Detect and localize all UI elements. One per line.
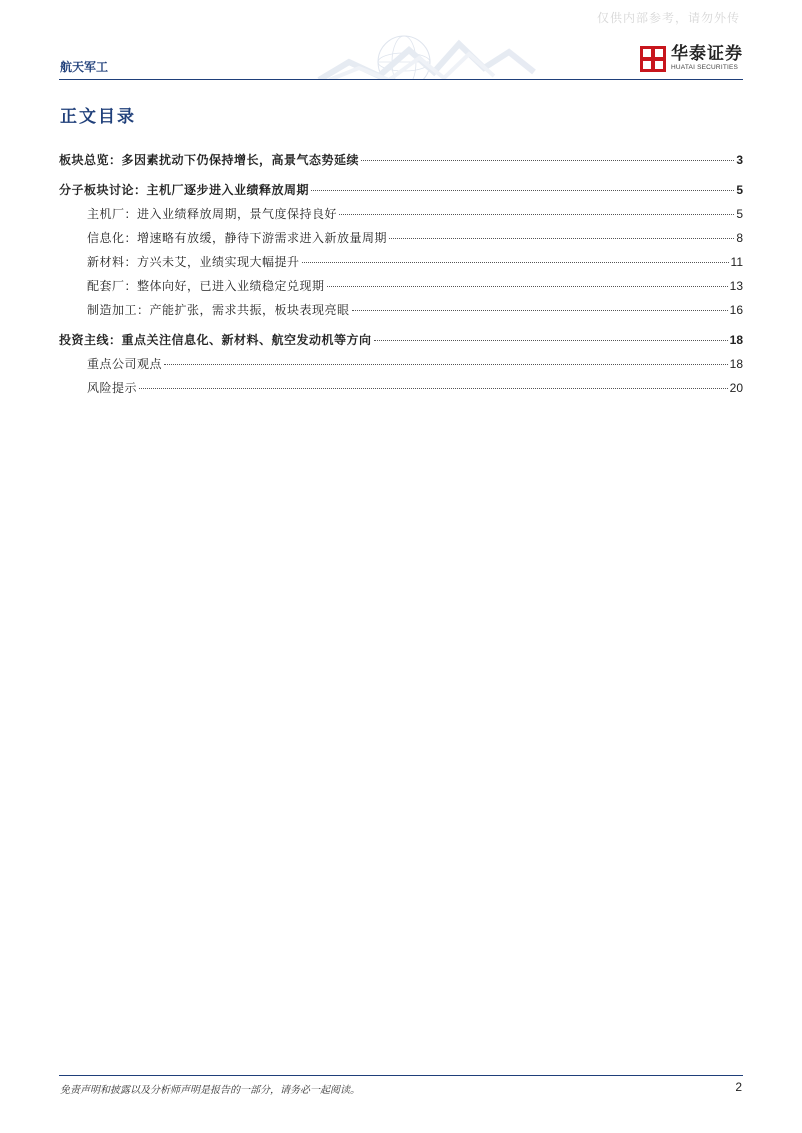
toc-leader-dots — [374, 339, 728, 341]
watermark-text: 仅供内部参考，请勿外传 — [596, 11, 740, 25]
toc-leader-dots — [361, 159, 734, 161]
toc-entry-label: 风险提示 — [87, 381, 138, 395]
table-of-contents — [59, 148, 743, 400]
toc-subentry[interactable] — [59, 376, 743, 400]
toc-entry-label: 信息化：增速略有放缓，静待下游需求进入新放量周期 — [87, 231, 388, 245]
toc-entry-label: 主机厂：进入业绩释放周期，景气度保持良好 — [87, 207, 338, 221]
toc-entry-page: 18 — [729, 333, 743, 347]
toc-title: 正文目录 — [60, 107, 136, 127]
page-header — [59, 40, 743, 80]
toc-entry-page: 13 — [729, 279, 743, 293]
toc-entry-page: 20 — [729, 381, 743, 395]
toc-entry[interactable] — [59, 328, 743, 352]
toc-entry-page: 16 — [729, 303, 743, 317]
toc-entry-label: 重点公司观点 — [87, 357, 163, 371]
toc-entry-label: 配套厂：整体向好，已进入业绩稳定兑现期 — [87, 279, 325, 293]
toc-leader-dots — [389, 237, 734, 239]
huatai-logo-icon — [640, 46, 666, 72]
section-name: 航天军工 — [60, 60, 109, 74]
toc-entry[interactable] — [59, 148, 743, 172]
toc-entry-label: 新材料：方兴未艾，业绩实现大幅提升 — [87, 255, 300, 269]
toc-entry-label: 投资主线：重点关注信息化、新材料、航空发动机等方向 — [59, 333, 372, 347]
toc-entry-label: 分子板块讨论：主机厂逐步进入业绩释放周期 — [59, 183, 310, 197]
toc-leader-dots — [327, 285, 728, 287]
toc-entry-label: 板块总览：多因素扰动下仍保持增长，高景气态势延续 — [59, 153, 360, 167]
toc-leader-dots — [311, 189, 734, 191]
page-number: 2 — [735, 1080, 742, 1094]
toc-subentry[interactable] — [59, 352, 743, 376]
toc-subentry[interactable] — [59, 250, 743, 274]
toc-entry-page: 8 — [736, 231, 743, 245]
toc-entry-page: 11 — [730, 255, 743, 269]
toc-entry-page: 3 — [736, 153, 743, 167]
footer-divider — [59, 1075, 743, 1076]
footer-disclaimer: 免责声明和披露以及分析师声明是报告的一部分，请务必一起阅读。 — [60, 1085, 360, 1096]
toc-leader-dots — [302, 261, 729, 263]
toc-entry-page: 5 — [736, 183, 743, 197]
header-decoration-graphic — [309, 32, 539, 80]
toc-entry[interactable] — [59, 178, 743, 202]
logo-english-name: HUATAI SECURITIES — [671, 64, 739, 72]
toc-entry-page: 18 — [729, 357, 743, 371]
toc-leader-dots — [339, 213, 734, 215]
toc-subentry[interactable] — [59, 298, 743, 322]
toc-leader-dots — [164, 363, 728, 365]
toc-entry-label: 制造加工：产能扩张，需求共振，板块表现亮眼 — [87, 303, 350, 317]
toc-leader-dots — [352, 309, 728, 311]
brand-logo — [640, 46, 743, 72]
toc-subentry[interactable] — [59, 202, 743, 226]
toc-subentry[interactable] — [59, 274, 743, 298]
toc-entry-page: 5 — [736, 207, 743, 221]
header-divider — [59, 79, 743, 80]
toc-leader-dots — [139, 387, 728, 389]
logo-chinese-name: 华泰证券 — [671, 44, 743, 65]
toc-subentry[interactable] — [59, 226, 743, 250]
